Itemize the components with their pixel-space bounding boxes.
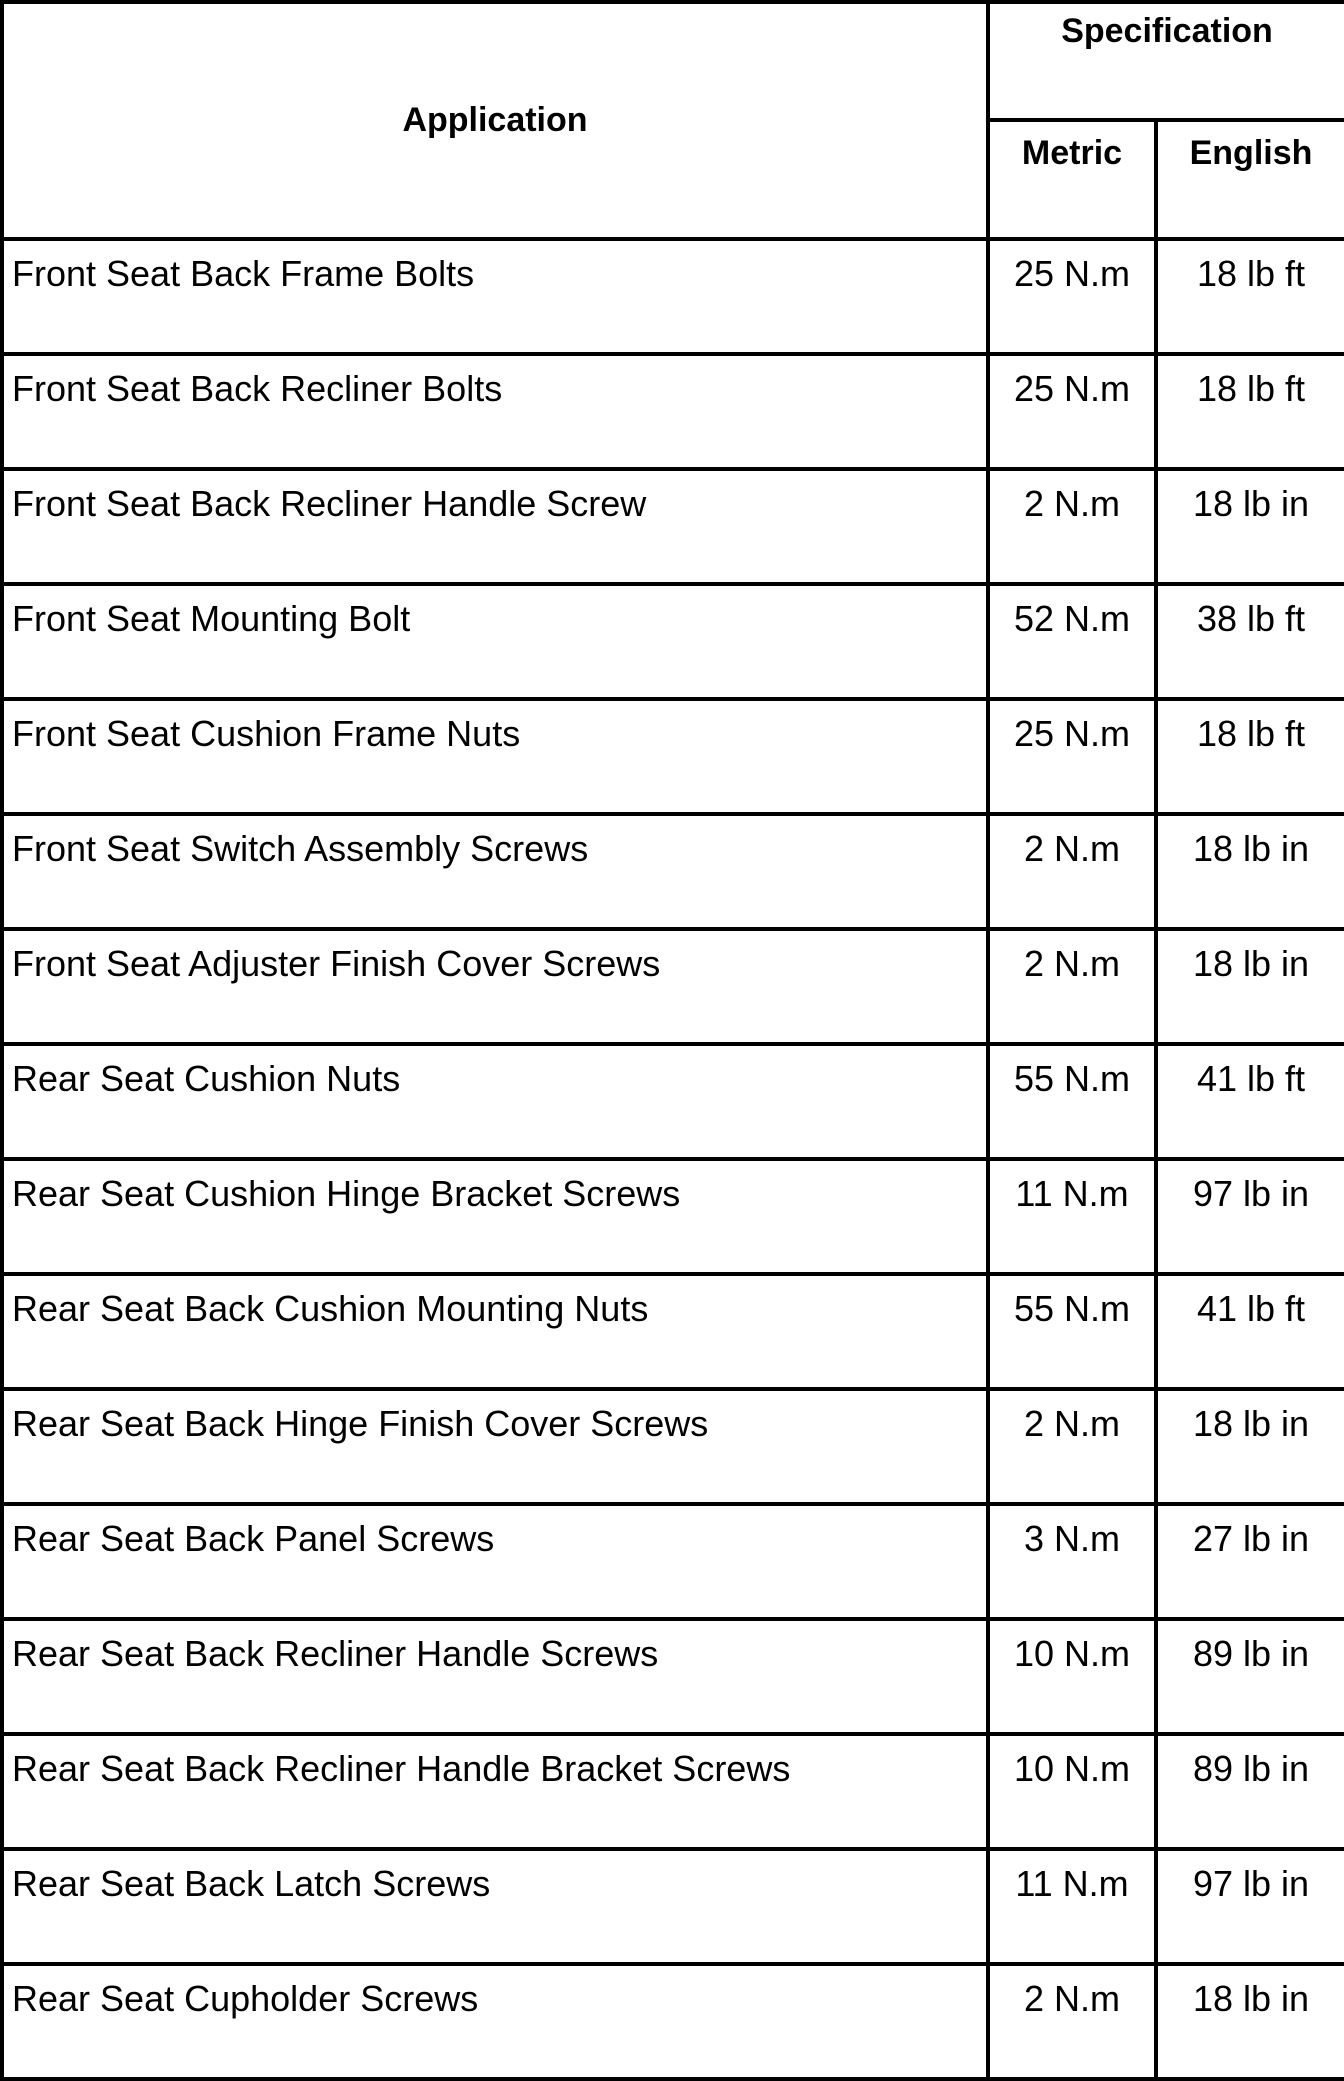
metric-cell: 25 N.m xyxy=(988,239,1156,354)
application-cell: Front Seat Switch Assembly Screws xyxy=(2,814,988,929)
table-row xyxy=(2,239,1344,354)
english-cell: 97 lb in xyxy=(1156,1849,1344,1964)
table-row xyxy=(2,1849,1344,1964)
metric-cell: 3 N.m xyxy=(988,1504,1156,1619)
application-cell: Rear Seat Back Latch Screws xyxy=(2,1849,988,1964)
table-row xyxy=(2,1619,1344,1734)
application-cell: Front Seat Mounting Bolt xyxy=(2,584,988,699)
english-cell: 41 lb ft xyxy=(1156,1044,1344,1159)
english-cell: 27 lb in xyxy=(1156,1504,1344,1619)
table-row xyxy=(2,1389,1344,1504)
application-cell: Rear Seat Cushion Nuts xyxy=(2,1044,988,1159)
metric-cell: 55 N.m xyxy=(988,1274,1156,1389)
english-cell: 38 lb ft xyxy=(1156,584,1344,699)
english-cell: 18 lb ft xyxy=(1156,354,1344,469)
metric-cell: 52 N.m xyxy=(988,584,1156,699)
metric-cell: 10 N.m xyxy=(988,1734,1156,1849)
table-row xyxy=(2,814,1344,929)
application-cell: Rear Seat Cushion Hinge Bracket Screws xyxy=(2,1159,988,1274)
application-cell: Rear Seat Back Panel Screws xyxy=(2,1504,988,1619)
application-cell: Rear Seat Back Hinge Finish Cover Screws xyxy=(2,1389,988,1504)
table-row xyxy=(2,1964,1344,2079)
metric-cell: 55 N.m xyxy=(988,1044,1156,1159)
application-cell: Front Seat Back Frame Bolts xyxy=(2,239,988,354)
metric-cell: 2 N.m xyxy=(988,469,1156,584)
english-cell: 97 lb in xyxy=(1156,1159,1344,1274)
table-row xyxy=(2,469,1344,584)
application-cell: Front Seat Adjuster Finish Cover Screws xyxy=(2,929,988,1044)
application-cell: Rear Seat Cupholder Screws xyxy=(2,1964,988,2079)
metric-cell: 11 N.m xyxy=(988,1849,1156,1964)
metric-cell: 25 N.m xyxy=(988,699,1156,814)
english-cell: 89 lb in xyxy=(1156,1619,1344,1734)
english-cell: 18 lb ft xyxy=(1156,699,1344,814)
table-row xyxy=(2,699,1344,814)
table-row xyxy=(2,1504,1344,1619)
table-row xyxy=(2,1274,1344,1389)
english-cell: 41 lb ft xyxy=(1156,1274,1344,1389)
table-row xyxy=(2,929,1344,1044)
application-cell: Front Seat Cushion Frame Nuts xyxy=(2,699,988,814)
application-cell: Rear Seat Back Recliner Handle Bracket Screws xyxy=(2,1734,988,1849)
table-row xyxy=(2,1044,1344,1159)
metric-cell: 2 N.m xyxy=(988,814,1156,929)
specification-header: Specification xyxy=(988,2,1344,120)
metric-cell: 2 N.m xyxy=(988,1389,1156,1504)
application-cell: Rear Seat Back Recliner Handle Screws xyxy=(2,1619,988,1734)
table-row xyxy=(2,584,1344,699)
english-header: English xyxy=(1156,120,1344,239)
english-cell: 18 lb in xyxy=(1156,929,1344,1044)
table-row xyxy=(2,354,1344,469)
application-header: Application xyxy=(2,2,988,239)
english-cell: 18 lb in xyxy=(1156,1389,1344,1504)
english-cell: 18 lb in xyxy=(1156,469,1344,584)
application-cell: Rear Seat Back Cushion Mounting Nuts xyxy=(2,1274,988,1389)
application-cell: Front Seat Back Recliner Handle Screw xyxy=(2,469,988,584)
metric-cell: 25 N.m xyxy=(988,354,1156,469)
english-cell: 89 lb in xyxy=(1156,1734,1344,1849)
metric-cell: 2 N.m xyxy=(988,929,1156,1044)
metric-cell: 11 N.m xyxy=(988,1159,1156,1274)
metric-cell: 10 N.m xyxy=(988,1619,1156,1734)
english-cell: 18 lb in xyxy=(1156,814,1344,929)
english-cell: 18 lb in xyxy=(1156,1964,1344,2079)
metric-header: Metric xyxy=(988,120,1156,239)
table-row xyxy=(2,1159,1344,1274)
table-body xyxy=(2,239,1344,2079)
table-row xyxy=(2,1734,1344,1849)
application-cell: Front Seat Back Recliner Bolts xyxy=(2,354,988,469)
english-cell: 18 lb ft xyxy=(1156,239,1344,354)
metric-cell: 2 N.m xyxy=(988,1964,1156,2079)
